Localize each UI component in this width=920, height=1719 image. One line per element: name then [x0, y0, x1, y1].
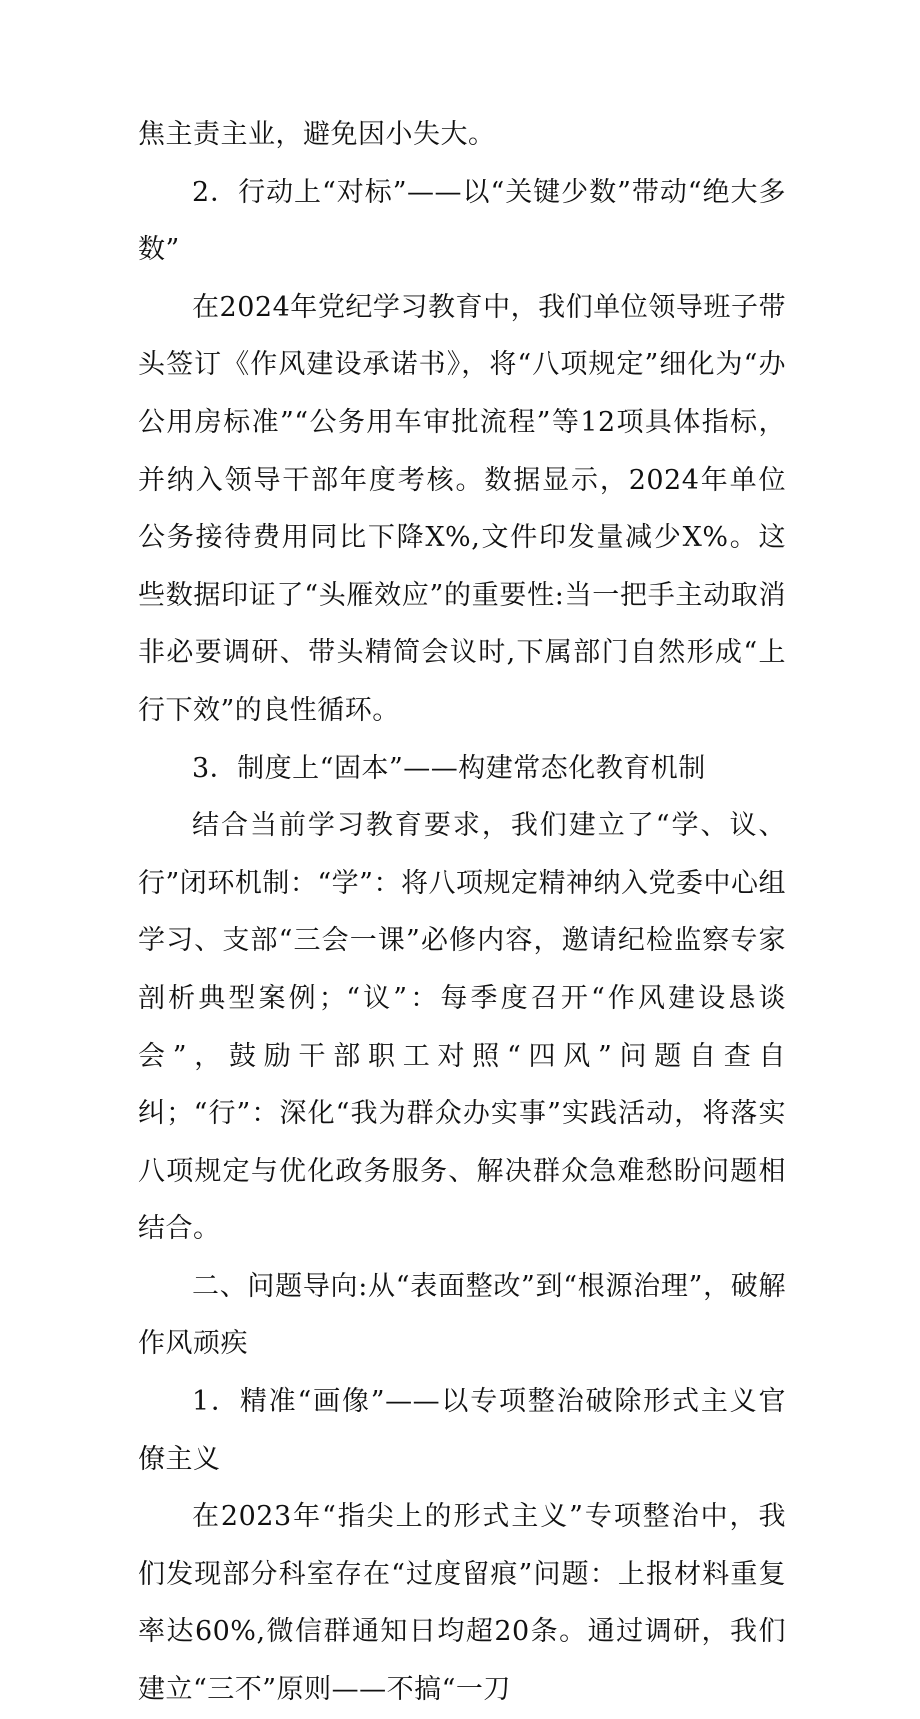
- section-heading: 3．制度上“固本”——构建常态化教育机制: [192, 752, 706, 784]
- document-body: [138, 106, 786, 1719]
- chapter-heading: 二、问题导向:从“表面整改”到“根源治理”，破解作风顽疾: [138, 1270, 786, 1360]
- body-paragraph: 焦主责主业，避免因小失大。: [138, 119, 496, 150]
- body-paragraph: 在2023年“指尖上的形式主义”专项整治中，我们发现部分科室存在“过度留痕”问题：上报材料重复率达60%,微信群通知日均超20条。通过调研，我们建立“三不”原则——不搞“一刀: [138, 1501, 786, 1706]
- section-heading: 2．行动上“对标”——以“关键少数”带动“绝大多数”: [138, 176, 786, 266]
- body-paragraph: 结合当前学习教育要求，我们建立了“学、议、行”闭环机制：“学”：将八项规定精神纳入党委中心组学习、支部“三会一课”必修内容，邀请纪检监察专家剖析典型案例；“议”：每季度召开“作风建设恳谈会”，鼓励干部职工对照“四风”问题自查自纠；“行”：深化“我为群众办实事”实践活动，将落实八项规定与优化政务服务、解决群众急难愁盼问题相结合。: [138, 810, 786, 1245]
- body-paragraph: 在2024年党纪学习教育中，我们单位领导班子带头签订《作风建设承诺书》，将“八项规定”细化为“办公用房标准”“公务用车审批流程”等12项具体指标，并纳入领导干部年度考核。数据显示，2024年单位公务接待费用同比下降X%,文件印发量减少X%。这些数据印证了“头雁效应”的重要性:当一把手主动取消非必要调研、带头精简会议时,下属部门自然形成“上行下效”的良性循环。: [138, 291, 786, 726]
- section-heading: 1．精准“画像”——以专项整治破除形式主义官僚主义: [138, 1386, 786, 1475]
